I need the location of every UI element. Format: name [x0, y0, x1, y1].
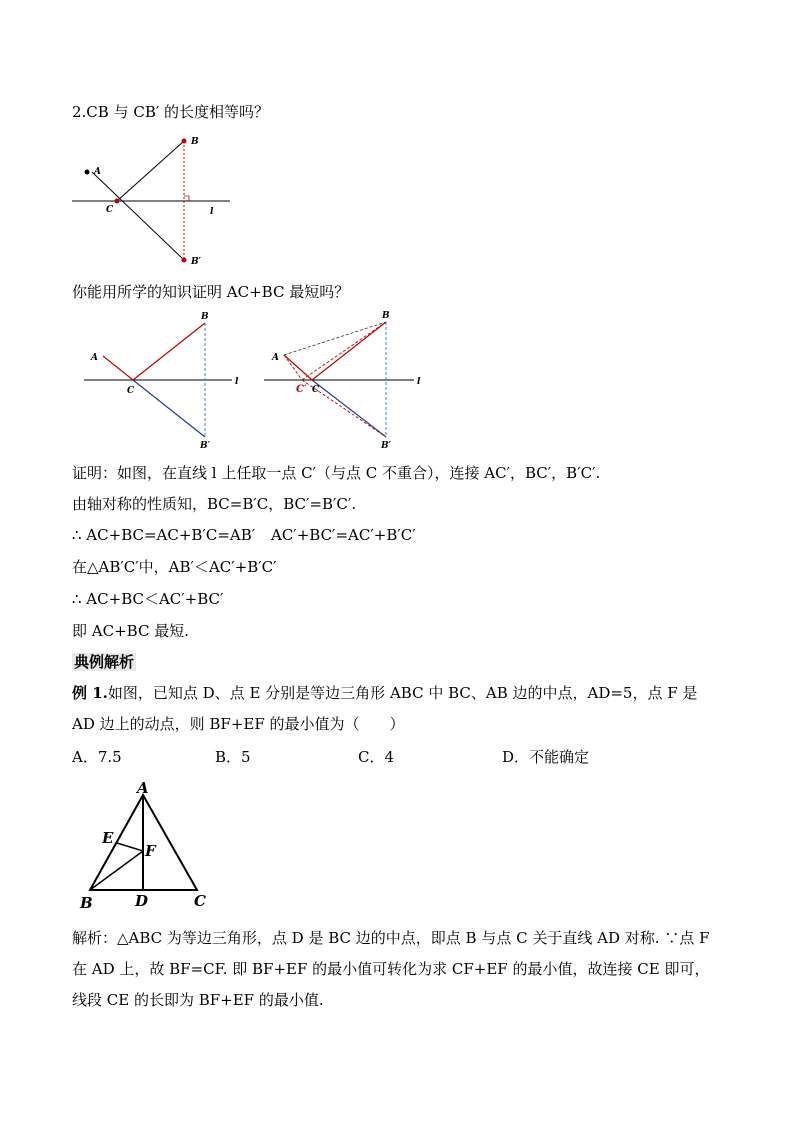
segment-b-f — [90, 851, 143, 890]
label-bprime: B′ — [381, 441, 391, 451]
label-l: l — [417, 377, 421, 387]
label-a: A — [91, 353, 98, 363]
option-c: C．4 — [358, 748, 395, 766]
label-cprime: C′ — [296, 384, 307, 395]
example-label: 例 1. — [72, 684, 108, 702]
proof-line-5: ∴ AC+BC＜AC′+BC′ — [72, 590, 224, 608]
label-bprime: B′ — [191, 257, 201, 267]
proof-line-3b: AC′+BC′=AC′+B′C′ — [271, 526, 416, 544]
option-a: A．7.5 — [72, 748, 122, 766]
label-a: A — [94, 167, 101, 177]
label-c: C — [106, 205, 114, 215]
label-b: B — [191, 137, 199, 147]
label-b: B — [80, 894, 93, 912]
label-l: l — [235, 377, 239, 387]
label-c: C — [127, 386, 135, 396]
option-b: B．5 — [215, 748, 251, 766]
label-bprime: B′ — [200, 441, 210, 451]
prove-prompt: 你能用所学的知识证明 AC+BC 最短吗？ — [72, 283, 350, 301]
segment-e-f — [117, 843, 143, 851]
option-d: D．不能确定 — [502, 748, 590, 766]
label-e: E — [102, 829, 114, 847]
label-l: l — [210, 207, 214, 217]
question-2: 2.CB 与 CB′ 的长度相等吗？ — [72, 103, 270, 121]
proof-line-6: 即 AC+BC 最短. — [72, 622, 189, 640]
label-f: F — [145, 842, 156, 860]
solution: 解析：△ABC 为等边三角形，点 D 是 BC 边的中点，即点 B 与点 C 关于直线 AD 对称. ∵点 F 在 AD 上，故 BF=CF. 即 BF+EF 的最小值可转化为求 CF+EF 的最小值，故连接 CE 即可，线段 CE 的长即为 BF+EF 的最小值. — [72, 929, 710, 1009]
example-text: 如图，已知点 D、点 E 分别是等边三角形 ABC 中 BC、AB 边的中点，AD=5，点 F 是 AD 边上的动点，则 BF+EF 的最小值为（ ） — [72, 684, 698, 733]
label-d: D — [135, 892, 149, 910]
label-b: B — [382, 311, 390, 321]
section-heading: 典例解析 — [74, 653, 135, 671]
label-a: A — [137, 779, 149, 797]
label-a: A — [272, 353, 279, 363]
label-b: B — [201, 312, 209, 322]
proof-line-2: 由轴对称的性质知，BC=B′C，BC′=B′C′. — [72, 495, 357, 513]
proof-line-3a: ∴ AC+BC=AC+B′C=AB′ — [72, 526, 256, 544]
label-c: C — [194, 892, 206, 910]
proof-line-4: 在△AB′C′中，AB′＜AC′+B′C′ — [72, 558, 277, 576]
label-c: C — [312, 385, 320, 395]
proof-line-1: 证明：如图，在直线 l 上任取一点 C′（与点 C 不重合），连接 AC′，BC′，B′C′. — [72, 464, 601, 482]
